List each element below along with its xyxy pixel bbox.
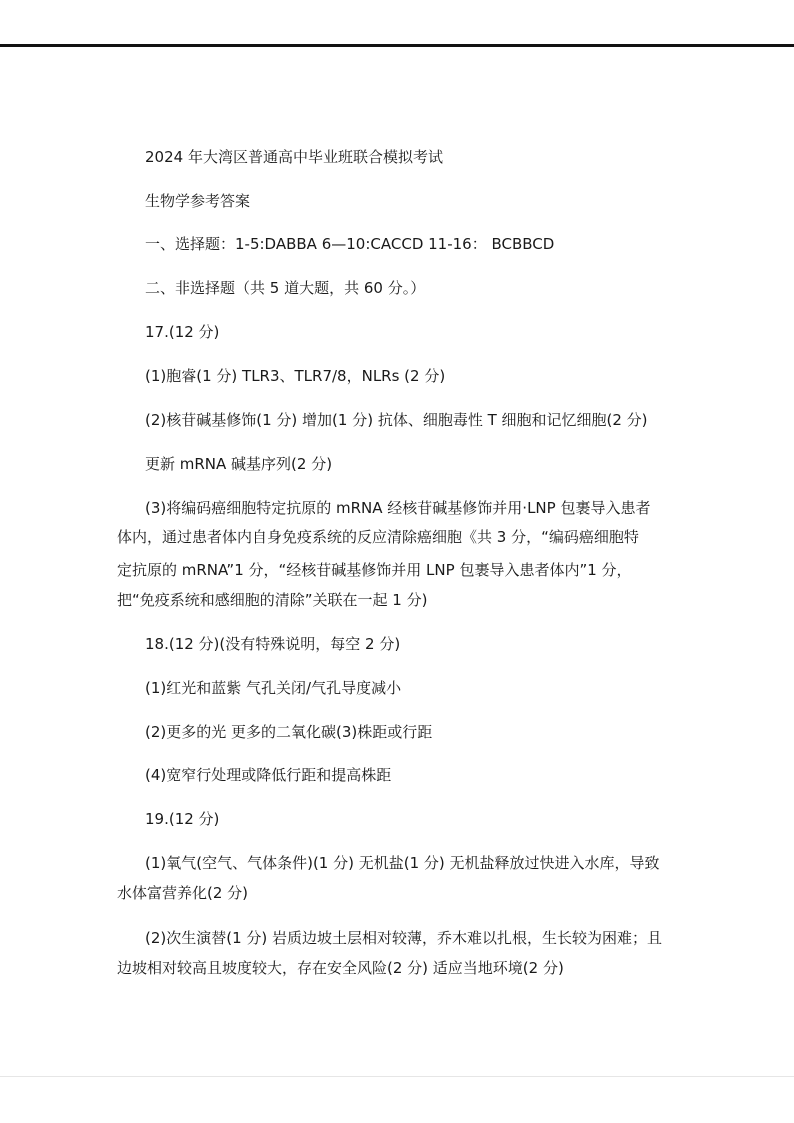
q17-part3-line4: 把“免疫系统和感细胞的清除”关联在一起 1 分) xyxy=(117,591,428,609)
q19-heading: 19.(12 分) xyxy=(145,810,220,828)
q19-part1-line2: 水体富营养化(2 分) xyxy=(117,884,249,902)
q17-part1: (1)胞睿(1 分) TLR3、TLR7/8，NLRs (2 分) xyxy=(145,367,446,385)
document-title: 2024 年大湾区普通高中毕业班联合模拟考试 xyxy=(145,148,443,166)
q18-part4: (4)宽窄行处理或降低行距和提高株距 xyxy=(145,766,392,784)
document-subtitle: 生物学参考答案 xyxy=(145,192,251,210)
q18-part2: (2)更多的光 更多的二氧化碳(3)株距或行距 xyxy=(145,723,433,741)
q19-part1-line1: (1)氧气(空气、气体条件)(1 分) 无机盐(1 分) 无机盐释放过快进入水库，导致 xyxy=(145,854,660,872)
q18-part1: (1)红光和蓝紫 气孔关闭/气孔导度减小 xyxy=(145,679,402,697)
footer-rule xyxy=(0,1076,794,1077)
q17-part2: (2)核苷碱基修饰(1 分) 增加(1 分) 抗体、细胞毒性 T 细胞和记忆细胞(2 分) xyxy=(145,411,648,429)
q17-heading: 17.(12 分) xyxy=(145,323,220,341)
q19-part2-line2: 边坡相对较高且坡度较大，存在安全风险(2 分) 适应当地环境(2 分) xyxy=(117,959,564,977)
q17-part3-line3: 定抗原的 mRNA”1 分，“经核苷碱基修饰并用 LNP 包裹导入患者体内”1 分， xyxy=(117,561,632,579)
q17-part2-continued: 更新 mRNA 碱基序列(2 分) xyxy=(145,455,333,473)
section-multiple-choice: 一、选择题：1-5:DABBA 6—10:CACCD 11-16： BCBBCD xyxy=(145,235,555,253)
q17-part3-line2: 体内，通过患者体内自身免疫系统的反应清除癌细胞《共 3 分，“编码癌细胞特 xyxy=(117,528,639,546)
q18-heading: 18.(12 分)(没有特殊说明，每空 2 分) xyxy=(145,635,401,653)
q17-part3-line1: (3)将编码癌细胞特定抗原的 mRNA 经核苷碱基修饰并用·LNP 包裹导入患者 xyxy=(145,499,651,517)
section-non-choice: 二、非选择题（共 5 道大题，共 60 分。） xyxy=(145,279,426,297)
q19-part2-line1: (2)次生演替(1 分) 岩质边坡土层相对较薄，乔木难以扎根，生长较为困难；且 xyxy=(145,929,663,947)
